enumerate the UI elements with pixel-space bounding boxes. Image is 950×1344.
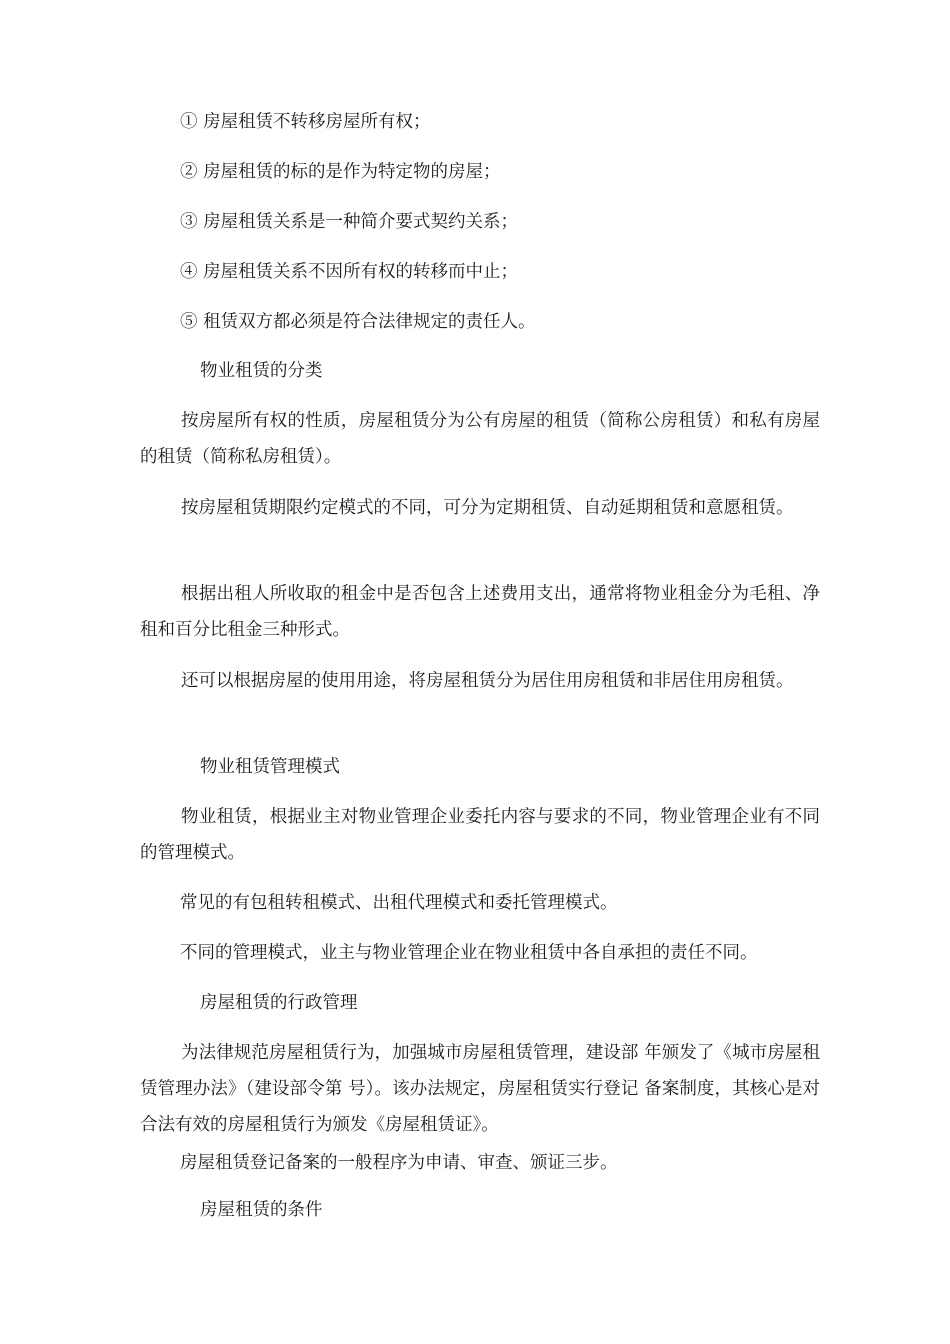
feature-item-1: ① 房屋租赁不转移房屋所有权； bbox=[180, 112, 431, 132]
paragraph-management-mode-intro: 物业租赁，根据业主对物业管理企业委托内容与要求的不同，物业管理企业有不同的管理模式。 bbox=[140, 807, 820, 863]
paragraph-common-modes: 常见的有包租转租模式、出租代理模式和委托管理模式。 bbox=[180, 893, 618, 913]
paragraph-responsibilities: 不同的管理模式，业主与物业管理企业在物业租赁中各自承担的责任不同。 bbox=[180, 943, 758, 963]
feature-item-3: ③ 房屋租赁关系是一种简介要式契约关系； bbox=[180, 212, 519, 232]
paragraph-administration-rules: 为法律规范房屋租赁行为，加强城市房屋租赁管理，建设部 年颁发了《城市房屋租赁管理办法》（建设部令第 号）。该办法规定，房屋租赁实行登记 备案制度，其核心是对合法有效的房屋租赁行为颁发《房屋租赁证》。 bbox=[140, 1043, 820, 1135]
section-heading-classification: 物业租赁的分类 bbox=[200, 361, 323, 381]
paragraph-registration-procedure: 房屋租赁登记备案的一般程序为申请、审查、颁证三步。 bbox=[180, 1153, 618, 1173]
paragraph-ownership-classification: 按房屋所有权的性质，房屋租赁分为公有房屋的租赁（简称公房租赁）和私有房屋的租赁（简称私房租赁）。 bbox=[140, 411, 820, 467]
paragraph-usage-classification: 还可以根据房屋的使用用途，将房屋租赁分为居住用房租赁和非居住用房租赁。 bbox=[181, 671, 794, 691]
feature-item-5: ⑤ 租赁双方都必须是符合法律规定的责任人。 bbox=[180, 312, 536, 332]
section-heading-administration: 房屋租赁的行政管理 bbox=[200, 993, 358, 1013]
paragraph-rent-classification: 根据出租人所收取的租金中是否包含上述费用支出，通常将物业租金分为毛租、净租和百分比租金三种形式。 bbox=[140, 584, 820, 640]
section-heading-management-mode: 物业租赁管理模式 bbox=[200, 757, 340, 777]
feature-item-4: ④ 房屋租赁关系不因所有权的转移而中止； bbox=[180, 262, 519, 282]
paragraph-term-classification: 按房屋租赁期限约定模式的不同，可分为定期租赁、自动延期租赁和意愿租赁。 bbox=[181, 498, 794, 518]
feature-item-2: ② 房屋租赁的标的是作为特定物的房屋； bbox=[180, 162, 501, 182]
section-heading-conditions: 房屋租赁的条件 bbox=[200, 1200, 323, 1220]
